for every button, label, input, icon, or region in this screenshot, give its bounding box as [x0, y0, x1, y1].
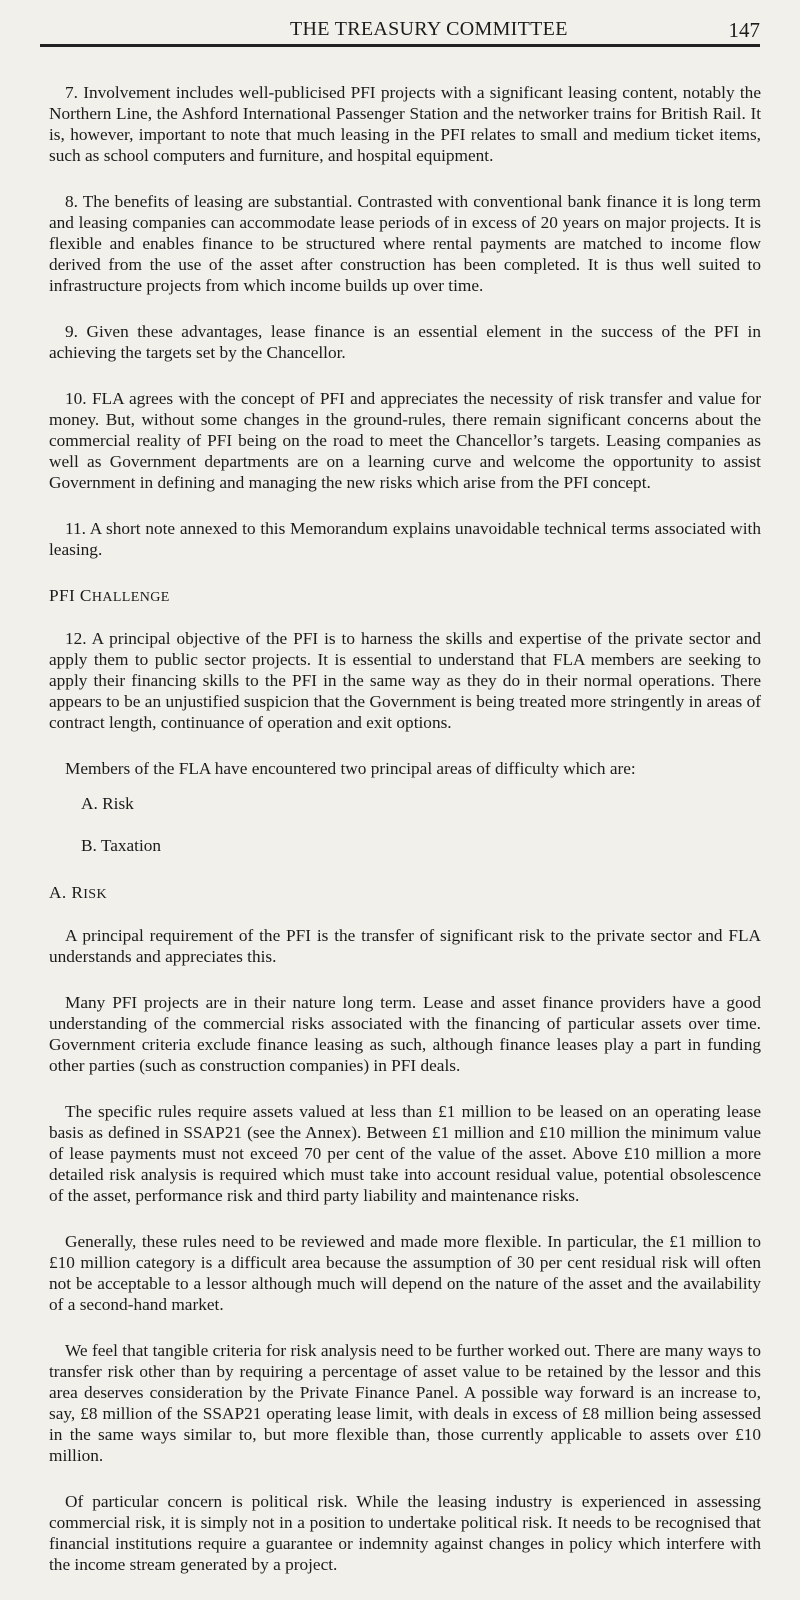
paragraph-risk-4: Generally, these rules need to be reviewed and made more flexible. In particular, the £1 million to £10 million category is a difficult area because the assumption of 30 per cent residual risk will often not be acceptable to a lessor although much will depend on the nature of the asset and the availability of a second-hand market. — [49, 1232, 761, 1314]
paragraph-8: 8. The benefits of leasing are substantial. Contrasted with conventional bank finance it is long term and leasing companies can accommodate lease periods of in excess of 20 years on major projects. It is flexible and enables finance to be structured where rental payments are matched to income flow derived from the use of the asset after construction has been completed. It is thus well suited to infrastructure projects from which income builds up over time. — [49, 192, 761, 295]
paragraph-9: 9. Given these advantages, lease finance is an essential element in the success of the PFI in achieving the targets set by the Chancellor. — [49, 322, 761, 362]
paragraph-10: 10. FLA agrees with the concept of PFI and appreciates the necessity of risk transfer and value for money. But, without some changes in the ground-rules, there remain significant concerns about the commercial reality of PFI being on the road to meet the Chancellor’s targets. Leasing companies as well as Government departments are on a learning curve and welcome the opportunity to assist Government in defining and managing the new risks which arise from the PFI concept. — [49, 389, 761, 492]
section-heading-risk — [49, 882, 761, 905]
paragraph-members: Members of the FLA have encountered two principal areas of difficulty which are: — [65, 759, 636, 778]
heading-risk-first: A. R — [49, 883, 84, 902]
document-body — [49, 82, 761, 1600]
page-number: 147 — [728, 18, 760, 42]
section-heading-pfi-challenge — [49, 585, 761, 608]
list-item-risk: A. Risk — [81, 794, 134, 813]
heading-risk-rest: ISK — [83, 887, 108, 902]
heading-pfi-rest: HALLENGE — [91, 590, 170, 605]
paragraph-11: 11. A short note annexed to this Memorandum explains unavoidable technical terms associated with leasing. — [49, 519, 761, 559]
paragraph-risk-3: The specific rules require assets valued at less than £1 million to be leased on an operating lease basis as defined in SSAP21 (see the Annex). Between £1 million and £10 million the minimum value of lease payments must not exceed 70 per cent of the value of the asset. Above £10 million a more detailed risk analysis is required which must take into account residual value, potential obsolescence of the asset, performance risk and third party liability and maintenance risks. — [49, 1102, 761, 1205]
running-head: THE TREASURY COMMITTEE — [290, 18, 568, 40]
paragraph-risk-5: We feel that tangible criteria for risk analysis need to be further worked out. There are many ways to transfer risk other than by requiring a percentage of asset value to be retained by the lessor and this area deserves consideration by the Private Finance Panel. A possible way forward is an increase to, say, £8 million of the SSAP21 operating lease limit, with deals in excess of £8 million being assessed in the same ways similar to, but more flexible than, those currently applicable to assets over £10 million. — [49, 1341, 761, 1465]
page-header — [40, 12, 760, 46]
paragraph-risk-6: Of particular concern is political risk. While the leasing industry is experienced in assessing commercial risk, it is simply not in a position to undertake political risk. It needs to be recognised that financial institutions require a guarantee or indemnity against changes in policy which interfere with the income stream generated by a project. — [49, 1492, 761, 1574]
paragraph-risk-1: A principal requirement of the PFI is the transfer of significant risk to the private sector and FLA understands and appreciates this. — [49, 926, 761, 966]
list-item-taxation: B. Taxation — [81, 836, 162, 855]
header-rule — [40, 44, 760, 47]
paragraph-risk-2: Many PFI projects are in their nature long term. Lease and asset finance providers have a good understanding of the commercial risks associated with the financing of particular assets over time. Government criteria exclude finance leasing as such, although finance leases play a part in funding other parties (such as construction companies) in PFI deals. — [49, 993, 761, 1075]
paragraph-7: 7. Involvement includes well-publicised PFI projects with a significant leasing content, notably the Northern Line, the Ashford International Passenger Station and the networker trains for British Rail. It is, however, important to note that much leasing in the PFI relates to small and medium ticket items, such as school computers and furniture, and hospital equipment. — [49, 83, 761, 165]
heading-pfi-first: PFI C — [49, 586, 92, 605]
paragraph-12: 12. A principal objective of the PFI is to harness the skills and expertise of the private sector and apply them to public sector projects. It is essential to understand that FLA members are seeking to apply their financing skills to the PFI in the same way as they do in their normal operations. There appears to be an unjustified suspicion that the Government is being treated more stringently in areas of contract length, continuance of operation and exit options. — [49, 629, 761, 732]
